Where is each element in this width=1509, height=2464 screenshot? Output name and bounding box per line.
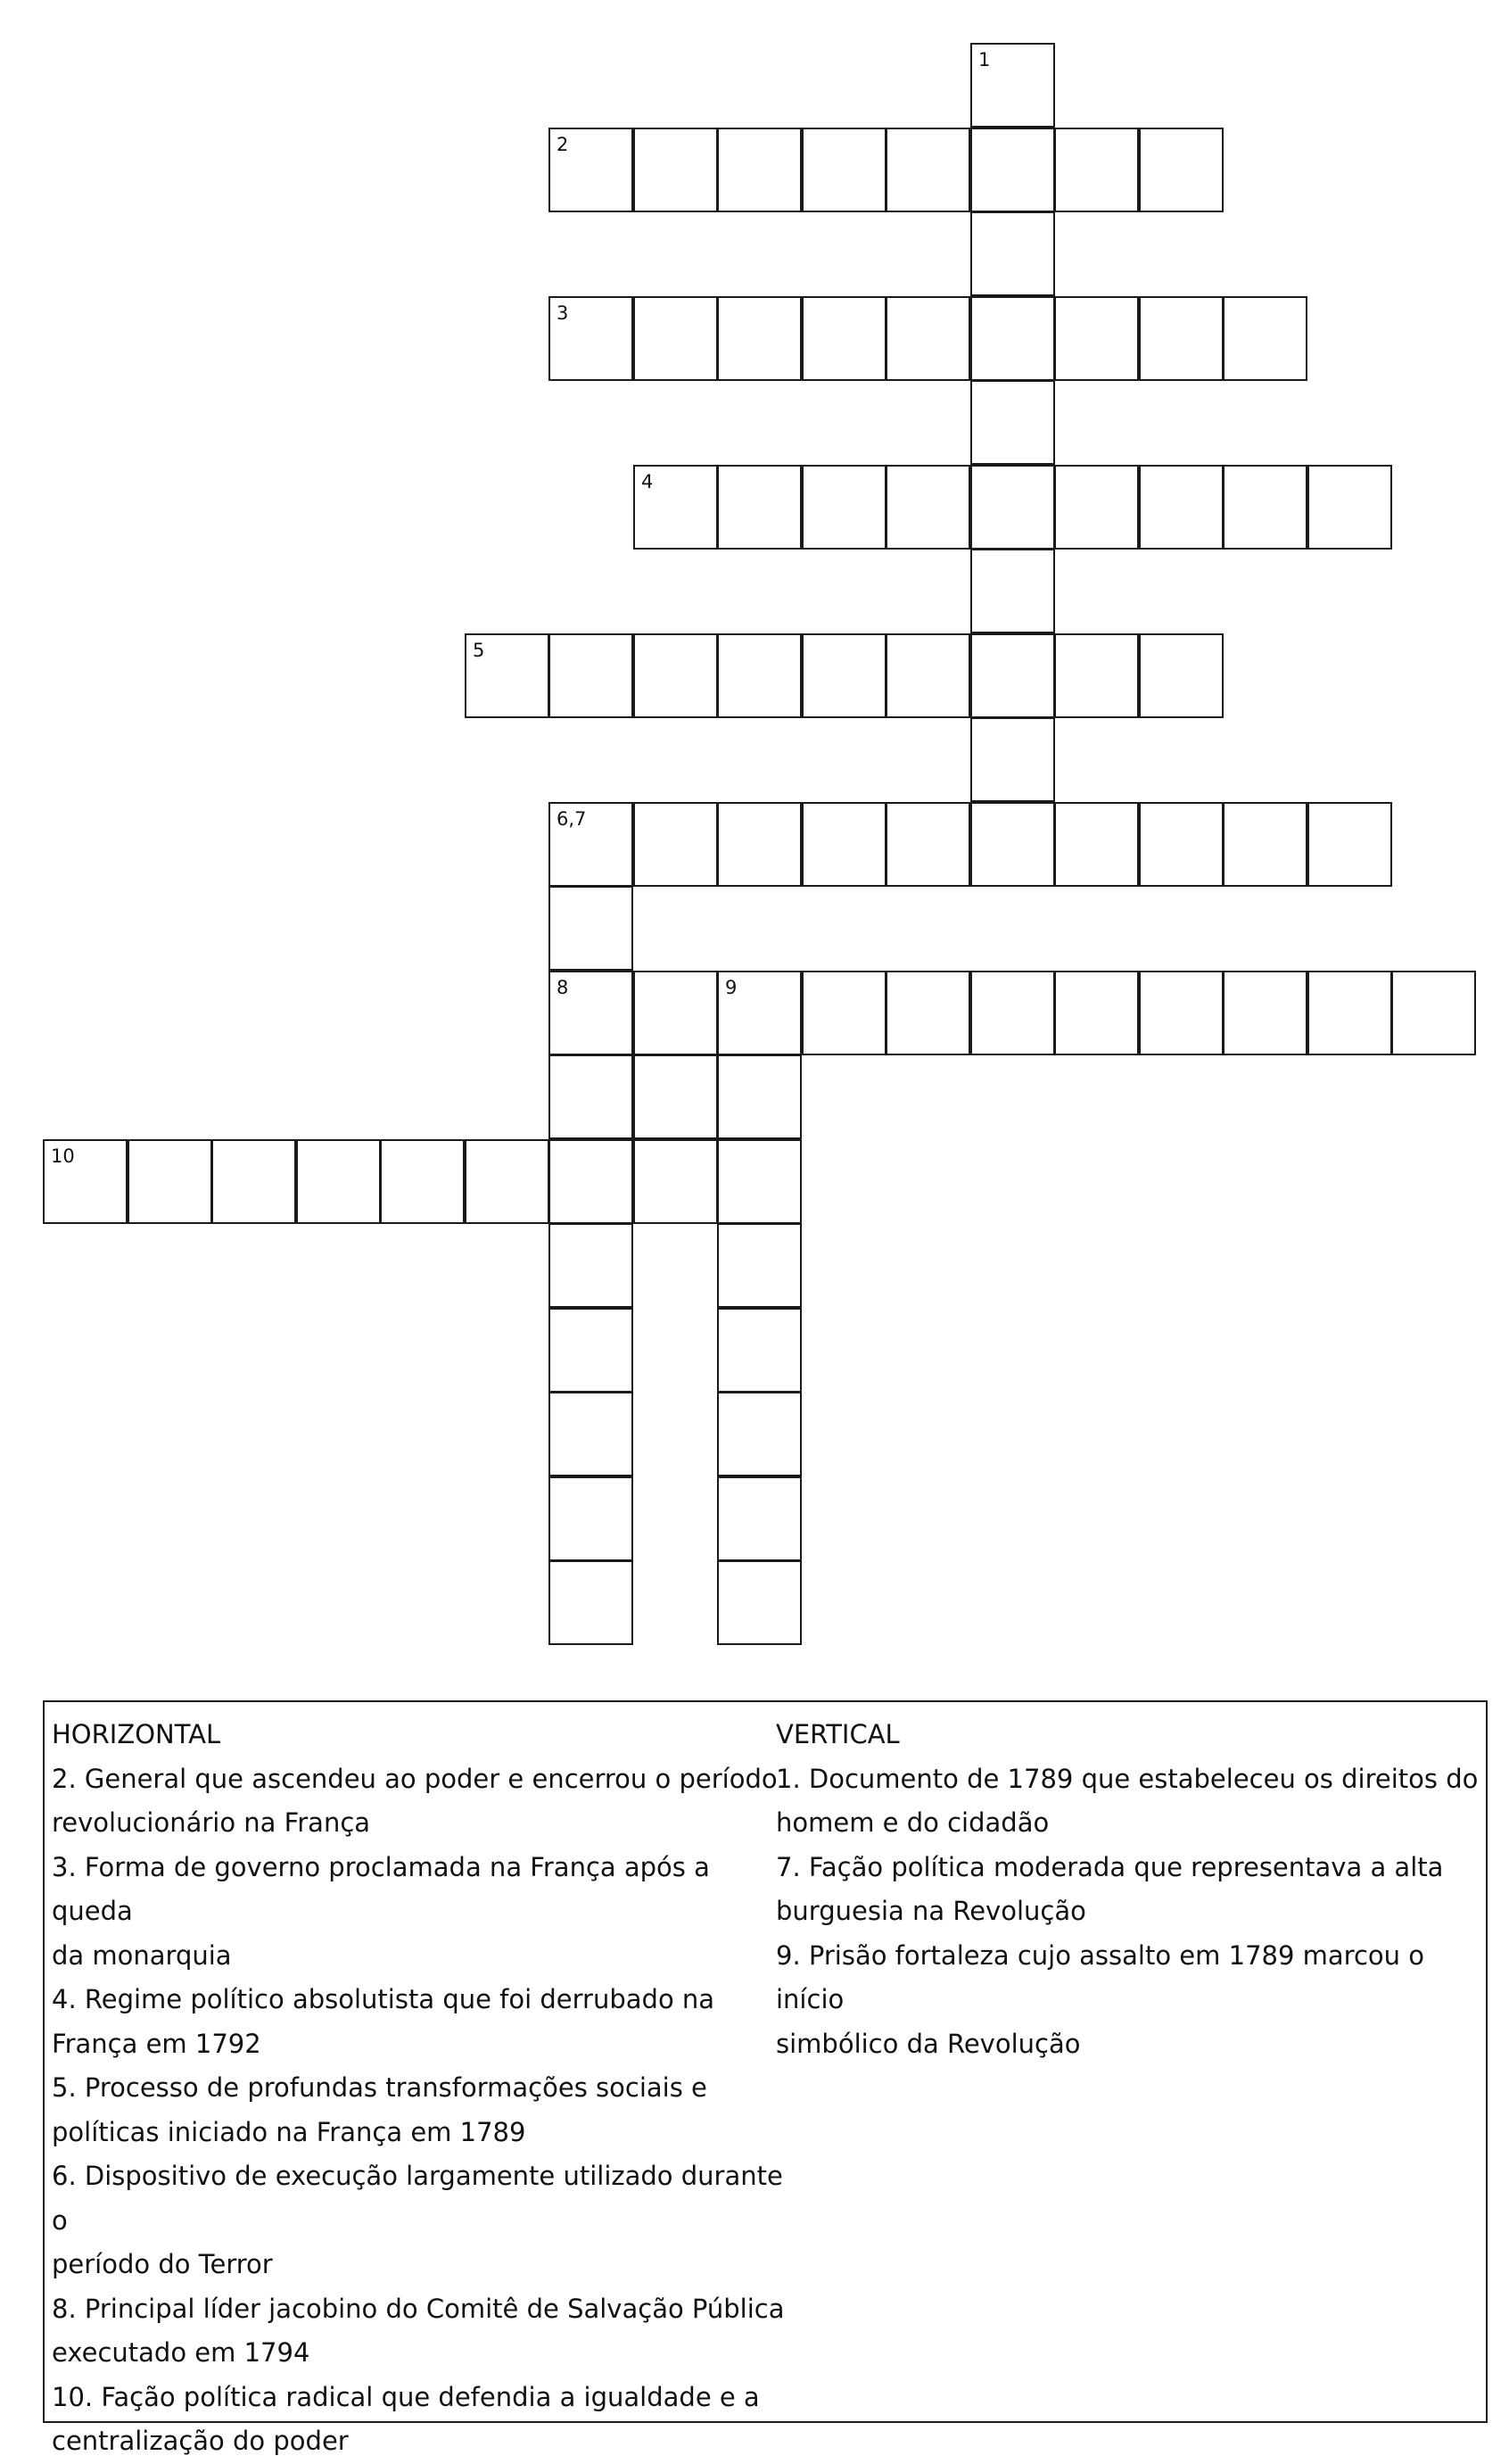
grid-cell[interactable] — [633, 465, 718, 550]
grid-cell[interactable] — [548, 1054, 633, 1139]
horizontal-clue-list — [52, 1757, 792, 2464]
vertical-clue — [776, 1846, 1480, 1934]
grid-cell[interactable] — [717, 1223, 802, 1308]
grid-cell[interactable] — [717, 465, 802, 550]
clue-line: políticas iniciado na França em 1789 — [52, 2116, 526, 2147]
grid-cell[interactable] — [548, 886, 633, 971]
clue-line: simbólico da Revolução — [776, 2028, 1081, 2059]
clue-line: executado em 1794 — [52, 2337, 310, 2368]
horizontal-heading: HORIZONTAL — [52, 1719, 221, 1749]
grid-cell[interactable] — [633, 128, 718, 212]
grid-cell[interactable] — [717, 1392, 802, 1476]
clue-line: 7. Fação política moderada que representava a alta — [776, 1851, 1444, 1882]
vertical-clues — [776, 1713, 1480, 2066]
grid-cell[interactable] — [548, 802, 633, 887]
grid-cell[interactable] — [633, 1139, 718, 1224]
grid-cell[interactable] — [1054, 465, 1139, 550]
grid-cell[interactable] — [1139, 128, 1224, 212]
grid-cell[interactable] — [717, 1560, 802, 1645]
grid-cell[interactable] — [802, 296, 886, 381]
grid-cell[interactable] — [886, 971, 970, 1055]
grid-cell[interactable] — [548, 1223, 633, 1308]
grid-cell[interactable] — [970, 380, 1055, 465]
grid-cell[interactable] — [802, 128, 886, 212]
grid-cell[interactable] — [717, 633, 802, 718]
clue-number: 2 — [557, 134, 569, 155]
horizontal-clue — [52, 1978, 792, 2066]
grid-cell[interactable] — [1391, 971, 1476, 1055]
horizontal-clue — [52, 2154, 792, 2287]
grid-cell[interactable] — [970, 211, 1055, 296]
grid-cell[interactable] — [1223, 802, 1307, 887]
grid-cell[interactable] — [886, 802, 970, 887]
grid-cell[interactable] — [970, 633, 1055, 718]
grid-cell[interactable] — [548, 1308, 633, 1393]
grid-cell[interactable] — [802, 802, 886, 887]
clues-box — [43, 1700, 1488, 2456]
horizontal-clue — [52, 1757, 792, 1846]
grid-cell[interactable] — [886, 128, 970, 212]
clue-line: França em 1792 — [52, 2028, 261, 2059]
clue-line: revolucionário na França — [52, 1807, 371, 1838]
grid-cell[interactable] — [717, 128, 802, 212]
grid-cell[interactable] — [717, 802, 802, 887]
horizontal-clue — [52, 1846, 792, 1979]
grid-cell[interactable] — [548, 971, 633, 1055]
clue-line: 8. Principal líder jacobino do Comitê de Salvação Pública — [52, 2293, 785, 2324]
grid-cell[interactable] — [548, 1392, 633, 1476]
clue-line: 10. Fação política radical que defendia a igualdade e a — [52, 2381, 760, 2412]
clue-number: 3 — [557, 302, 569, 324]
grid-cell[interactable] — [1139, 633, 1224, 718]
clue-line: período do Terror — [52, 2249, 273, 2279]
clue-number: 8 — [557, 977, 569, 998]
grid-cell[interactable] — [717, 296, 802, 381]
grid-cell[interactable] — [1139, 296, 1224, 381]
clue-number: 6,7 — [557, 808, 587, 830]
grid-cell[interactable] — [633, 802, 718, 887]
grid-cell[interactable] — [717, 1054, 802, 1139]
grid-cell[interactable] — [43, 1139, 128, 1224]
clue-line: 2. General que ascendeu ao poder e encerrou o período — [52, 1763, 778, 1794]
grid-cell[interactable] — [970, 802, 1055, 887]
grid-cell[interactable] — [886, 465, 970, 550]
grid-cell[interactable] — [1054, 296, 1139, 381]
grid-cell[interactable] — [970, 717, 1055, 802]
clue-number: 10 — [51, 1145, 75, 1167]
grid-cell[interactable] — [1054, 971, 1139, 1055]
grid-cell[interactable] — [1139, 465, 1224, 550]
grid-cell[interactable] — [970, 465, 1055, 550]
grid-cell[interactable] — [380, 1139, 465, 1224]
grid-cell[interactable] — [548, 1476, 633, 1561]
grid-cell[interactable] — [548, 296, 633, 381]
clue-number: 9 — [725, 977, 738, 998]
grid-cell[interactable] — [548, 1139, 633, 1224]
grid-cell[interactable] — [717, 1139, 802, 1224]
clue-line: burguesia na Revolução — [776, 1896, 1086, 1926]
horizontal-clue — [52, 2066, 792, 2154]
clue-line: homem e do cidadão — [776, 1807, 1050, 1838]
grid-cell[interactable] — [1307, 465, 1392, 550]
grid-cell[interactable] — [970, 128, 1055, 212]
grid-cell[interactable] — [1307, 971, 1392, 1055]
grid-cell[interactable] — [886, 296, 970, 381]
clue-number: 1 — [978, 49, 991, 70]
grid-cell[interactable] — [211, 1139, 296, 1224]
vertical-clue — [776, 1757, 1480, 1846]
grid-cell[interactable] — [970, 296, 1055, 381]
grid-cell[interactable] — [465, 633, 549, 718]
grid-cell[interactable] — [1139, 802, 1224, 887]
grid-cell[interactable] — [548, 1560, 633, 1645]
grid-cell[interactable] — [1054, 633, 1139, 718]
vertical-clue — [776, 1934, 1480, 2067]
clue-number: 4 — [641, 471, 654, 492]
grid-cell[interactable] — [633, 633, 718, 718]
grid-cell[interactable] — [802, 633, 886, 718]
grid-cell[interactable] — [633, 296, 718, 381]
grid-cell[interactable] — [1223, 296, 1307, 381]
clue-line: centralização do poder — [52, 2426, 349, 2456]
grid-cell[interactable] — [296, 1139, 381, 1224]
grid-cell[interactable] — [802, 465, 886, 550]
grid-cell[interactable] — [1307, 802, 1392, 887]
grid-cell[interactable] — [886, 633, 970, 718]
horizontal-clues — [52, 1713, 792, 2464]
grid-cell[interactable] — [970, 971, 1055, 1055]
grid-cell[interactable] — [970, 549, 1055, 633]
clue-number: 5 — [473, 640, 485, 661]
grid-cell[interactable] — [1054, 128, 1139, 212]
grid-cell[interactable] — [1223, 971, 1307, 1055]
grid-cell[interactable] — [465, 1139, 549, 1224]
grid-cell[interactable] — [548, 633, 633, 718]
vertical-heading: VERTICAL — [776, 1719, 900, 1749]
horizontal-clue — [52, 2287, 792, 2376]
grid-cell[interactable] — [970, 43, 1055, 128]
clue-line: da monarquia — [52, 1939, 232, 1971]
clue-line: 4. Regime político absolutista que foi derrubado na — [52, 1984, 715, 2014]
clue-line: 5. Processo de profundas transformações sociais e — [52, 2072, 707, 2103]
grid-cell[interactable] — [128, 1139, 212, 1224]
grid-cell[interactable] — [1223, 465, 1307, 550]
grid-cell[interactable] — [1054, 802, 1139, 887]
grid-cell[interactable] — [633, 971, 718, 1055]
horizontal-clue — [52, 2376, 792, 2464]
grid-cell[interactable] — [717, 971, 802, 1055]
clue-line: 9. Prisão fortaleza cujo assalto em 1789 marcou o início — [776, 1939, 1424, 2014]
grid-cell[interactable] — [717, 1476, 802, 1561]
grid-cell[interactable] — [1139, 971, 1224, 1055]
clue-line: 6. Dispositivo de execução largamente utilizado durante o — [52, 2161, 783, 2236]
grid-cell[interactable] — [717, 1308, 802, 1393]
grid-cell[interactable] — [802, 971, 886, 1055]
clue-line: 3. Forma de governo proclamada na França após a queda — [52, 1851, 710, 1926]
clue-line: 1. Documento de 1789 que estabeleceu os direitos do — [776, 1763, 1479, 1794]
vertical-clue-list — [776, 1757, 1480, 2067]
grid-cell[interactable] — [633, 1054, 718, 1139]
grid-cell[interactable] — [548, 128, 633, 212]
